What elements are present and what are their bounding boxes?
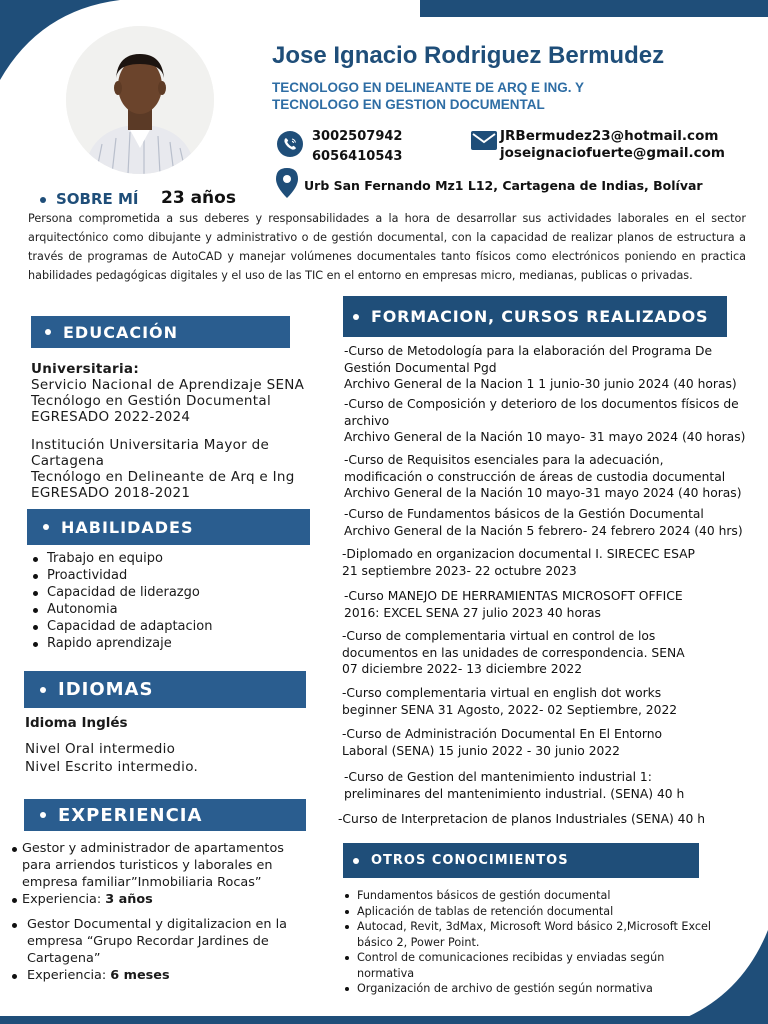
- list-item: Fundamentos básicos de gestión documental: [342, 888, 714, 904]
- course-item: [342, 628, 762, 678]
- bullet-icon: [40, 197, 46, 203]
- title-line-2: TECNOLOGO EN GESTION DOCUMENTAL: [272, 97, 545, 112]
- list-item: Rapido aprendizaje: [33, 635, 212, 652]
- course-line: -Curso de Interpretacion de planos Industriales (SENA) 40 h: [338, 812, 706, 826]
- course-line: -Curso de Fundamentos básicos de la Gestión Documental: [344, 507, 704, 521]
- title-line-1: TECNOLOGO EN DELINEANTE DE ARQ E ING. Y: [272, 80, 585, 95]
- list-item: Capacidad de adaptacion: [33, 618, 212, 635]
- age: 23 años: [161, 188, 236, 208]
- list-item: Trabajo en equipo: [33, 550, 212, 567]
- other-knowledge-heading-label: OTROS CONOCIMIENTOS: [371, 853, 569, 868]
- list-item: Autocad, Revit, 3dMax, Microsoft Word básico 2,Microsoft Excel básico 2, Power Point.: [342, 919, 714, 950]
- email-2[interactable]: joseignaciofuerte@gmail.com: [500, 145, 725, 161]
- list-item: Autonomia: [33, 601, 212, 618]
- about-heading-label: SOBRE MÍ: [56, 190, 139, 208]
- address: Urb San Fernando Mz1 L12, Cartagena de Indias, Bolívar: [304, 178, 703, 193]
- professional-title: [272, 79, 692, 113]
- languages-heading-label: IDIOMAS: [58, 679, 154, 700]
- course-line: -Curso de Requisitos esenciales para la adecuación,: [344, 453, 664, 467]
- list-item: Capacidad de liderazgo: [33, 584, 212, 601]
- course-line: Archivo General de la Nación 5 febrero- 24 febrero 2024 (40 hrs): [344, 523, 743, 538]
- education-entry-1: [31, 361, 304, 425]
- course-line: -Curso de Administración Documental En El Entorno: [342, 727, 663, 741]
- course-line: documentos en las unidades de correspondencia. SENA: [342, 645, 685, 660]
- experience-heading-label: EXPERIENCIA: [58, 804, 203, 826]
- oral-level: Nivel Oral intermedio: [25, 741, 176, 757]
- course-line: modificación o construcción de áreas de custodia documental: [344, 469, 726, 484]
- course-line: -Curso MANEJO DE HERRAMIENTAS MICROSOFT OFFICE: [344, 589, 683, 603]
- education-heading: [31, 316, 290, 348]
- experience-role: Gestor Documental y digitalizacion en la empresa “Grupo Recordar Jardines de Cartagena”: [10, 916, 300, 967]
- course-item: [342, 685, 762, 718]
- bullet-icon: [45, 329, 51, 335]
- duration-label: Experiencia:: [27, 968, 107, 983]
- list-item: Proactividad: [33, 567, 212, 584]
- skills-list: [33, 550, 212, 652]
- skills-heading: [27, 509, 310, 545]
- course-item: [338, 811, 758, 828]
- course-item: [344, 452, 764, 502]
- course-line: Laboral (SENA) 15 junio 2022 - 30 junio 2022: [342, 743, 620, 758]
- bullet-icon: [40, 812, 46, 818]
- experience-heading: [24, 799, 306, 831]
- course-line: 07 diciembre 2022- 13 diciembre 2022: [342, 662, 583, 676]
- bullet-icon: [43, 524, 49, 530]
- experience-duration: [10, 967, 300, 984]
- course-line: Gestión Documental Pgd: [344, 360, 497, 375]
- course-line: -Curso de complementaria virtual en control de los: [342, 629, 656, 643]
- about-heading: [40, 190, 139, 208]
- course-line: Archivo General de la Nación 10 mayo-31 mayo 2024 (40 horas): [344, 486, 742, 500]
- course-line: Archivo General de la Nación 10 mayo- 31 mayo 2024 (40 horas): [344, 430, 746, 444]
- graduation-status: EGRESADO 2022-2024: [31, 409, 191, 425]
- course-line: -Diplomado en organizacion documental I. SIRECEC ESAP: [342, 547, 695, 561]
- course-line: -Curso de Composición y deterioro de los documentos físicos de: [344, 397, 739, 411]
- institution: Institución Universitaria Mayor de Cartagena: [31, 437, 270, 469]
- experience-duration: [10, 891, 300, 908]
- mail-icon: [471, 131, 497, 150]
- bullet-icon: [353, 858, 359, 864]
- graduation-status: EGRESADO 2018-2021: [31, 485, 191, 501]
- list-item: Organización de archivo de gestión según normativa: [342, 981, 714, 997]
- course-item: [342, 546, 762, 579]
- course-line: -Curso complementaria virtual en english dot works: [342, 686, 662, 700]
- location-pin-icon: [276, 168, 298, 198]
- languages-heading: [24, 671, 306, 708]
- education-entry-2: [31, 437, 311, 501]
- skills-heading-label: HABILIDADES: [61, 517, 194, 537]
- degree: Tecnólogo en Gestión Documental: [31, 393, 271, 409]
- other-knowledge-heading: [343, 843, 699, 878]
- profile-summary: Persona comprometida a sus deberes y responsabilidades a la hora de desarrollar sus actividades laborales en el sector arquitectónico como dibujante y administrativo o de gestión documental, con la capacidad de realizar planos de estructura a través de programas de AutoCAD y manejar volúmenes documentales tanto físicos como electrónicos poniendo en practica habilidades pedagógicas digitales y el uso de las TIC en el entorno en empresas micro, medianas, publicas o privadas.: [28, 212, 746, 282]
- duration-label: Experiencia:: [22, 892, 102, 907]
- bottom-bar-decoration: [0, 1016, 768, 1024]
- language-name: Idioma Inglés: [25, 715, 128, 731]
- candidate-name: Jose Ignacio Rodriguez Bermudez: [272, 42, 665, 69]
- email-addresses: [500, 128, 725, 162]
- course-line: beginner SENA 31 Agosto, 2022- 02 Septiembre, 2022: [342, 702, 678, 717]
- language-levels: [25, 740, 198, 776]
- education-label: Universitaria:: [31, 361, 140, 377]
- course-line: Archivo General de la Nacion 1 1 junio-30 junio 2024 (40 horas): [344, 377, 737, 391]
- phone-numbers: [312, 127, 402, 167]
- course-line: -Curso de Metodología para la elaboración del Programa De: [344, 344, 713, 358]
- duration-value: 3 años: [105, 892, 153, 907]
- list-item: Control de comunicaciones recibidas y enviadas según normativa: [342, 950, 714, 981]
- course-item: [342, 726, 762, 759]
- course-line: archivo: [344, 413, 390, 428]
- course-line: -Curso de Gestion del mantenimiento industrial 1:: [344, 770, 652, 784]
- course-item: [344, 343, 764, 393]
- top-right-bar-decoration: [420, 0, 768, 17]
- degree: Tecnólogo en Delineante de Arq e Ing: [31, 469, 295, 485]
- bullet-icon: [353, 314, 359, 320]
- courses-heading-label: FORMACION, CURSOS REALIZADOS: [371, 307, 709, 326]
- course-item: [344, 769, 764, 802]
- course-line: preliminares del mantenimiento industrial. (SENA) 40 h: [344, 786, 685, 801]
- phone-icon: [277, 131, 303, 157]
- list-item: Aplicación de tablas de retención documental: [342, 904, 714, 920]
- experience-role: Gestor y administrador de apartamentos para arriendos turisticos y laborales en empresa familiar”Inmobiliaria Rocas”: [10, 840, 300, 891]
- phone-number-1[interactable]: 3002507942: [312, 129, 403, 144]
- course-item: [344, 506, 764, 539]
- courses-heading: [343, 296, 727, 337]
- phone-number-2[interactable]: 6056410543: [312, 149, 403, 164]
- profile-photo: [66, 26, 214, 174]
- institution: Servicio Nacional de Aprendizaje SENA: [31, 377, 305, 393]
- course-line: 2016: EXCEL SENA 27 julio 2023 40 horas: [344, 605, 601, 620]
- duration-value: 6 meses: [110, 968, 170, 983]
- email-1[interactable]: JRBermudez23@hotmail.com: [500, 128, 719, 144]
- bullet-icon: [40, 687, 46, 693]
- course-item: [344, 588, 764, 621]
- experience-list: [10, 840, 300, 984]
- written-level: Nivel Escrito intermedio.: [25, 759, 199, 775]
- other-knowledge-list: [342, 888, 714, 997]
- course-item: [344, 396, 764, 446]
- course-line: 21 septiembre 2023- 22 octubre 2023: [342, 563, 577, 578]
- education-heading-label: EDUCACIÓN: [63, 322, 179, 342]
